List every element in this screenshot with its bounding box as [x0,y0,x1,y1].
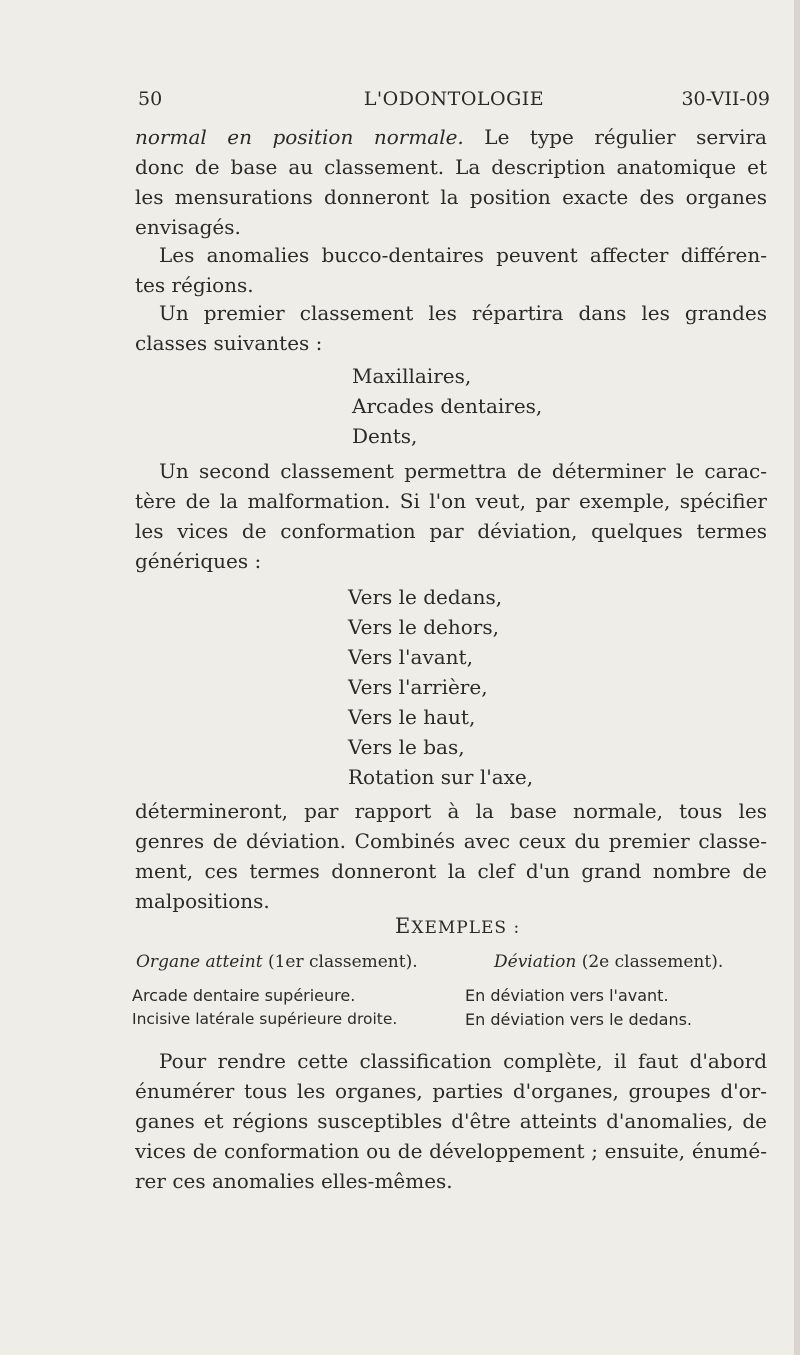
issue-date: 30-VII-09 [681,88,770,110]
list-item: Vers le dehors, [348,615,499,639]
paragraph-line: génériques : [135,549,262,573]
column-header-deviation [494,952,723,972]
list-item: Maxillaires, [352,364,472,388]
list-classes [352,361,542,451]
paragraph-line: ganes et régions susceptibles d'être atteints d'anomalies, de [135,1109,767,1133]
list-item: Vers le bas, [348,735,465,759]
paragraph-line: détermineront, par rapport à la base normale, tous les [135,799,767,823]
paragraph-4 [135,456,767,576]
header-suffix: (2e classement). [576,952,724,972]
paragraph-line: énumérer tous les organes, parties d'organes, groupes d'or- [135,1079,767,1103]
paragraph-2 [135,240,767,300]
list-item: Vers le dedans, [348,585,503,609]
paragraph-line: tes régions. [135,273,254,297]
paragraph-line: malpositions. [135,889,270,913]
table-cell: En déviation vers l'avant. [465,986,669,1005]
examples-heading [395,914,520,938]
table-cell: Incisive latérale supérieure droite. [132,1010,398,1028]
paragraph-line: ment, ces termes donneront la clef d'un grand nombre de [135,859,767,883]
paragraph-line: tère de la malformation. Si l'on veut, par exemple, spécifier [135,489,767,513]
paragraph-line [135,122,767,152]
page-number: 50 [138,88,163,110]
header-text: Organe atteint [136,952,263,972]
column-header-organ [136,952,418,972]
paragraph-6 [135,1046,767,1196]
list-deviations [348,582,533,792]
heading-initial: E [395,914,412,938]
paragraph-line: donc de base au classement. La description anatomique et [135,155,767,179]
paragraph-line: Un second classement permettra de déterminer le carac- [159,459,767,483]
paragraph-line: les mensurations donneront la position exacte des organes [135,185,767,209]
page-edge-shadow [794,0,800,1355]
text: Le type régulier servira [463,125,767,149]
paragraph-line: Les anomalies bucco-dentaires peuvent affecter différen- [159,243,767,267]
table-cell: Arcade dentaire supérieure. [132,986,356,1005]
list-item: Arcades dentaires, [352,394,543,418]
list-item: Rotation sur l'axe, [348,765,534,789]
list-item: Vers l'arrière, [348,675,488,699]
header-text: Déviation [494,952,577,972]
list-item: Vers l'avant, [348,645,473,669]
paragraph-line: genres de déviation. Combinés avec ceux du premier classe- [135,829,767,853]
paragraph-line: envisagés. [135,215,241,239]
paragraph-5 [135,796,767,916]
running-header [138,88,770,118]
heading-rest: XEMPLES : [411,918,521,938]
italic-text: normal en position normale. [135,125,464,149]
paragraph-line: vices de conformation ou de développement ; ensuite, énumé- [135,1139,767,1163]
journal-title: L'ODONTOLOGIE [363,88,545,110]
paragraph-line: classes suivantes : [135,331,323,355]
list-item: Vers le haut, [348,705,476,729]
list-item: Dents, [352,424,418,448]
paragraph-line: rer ces anomalies elles-mêmes. [135,1169,453,1193]
paragraph-3 [135,298,767,358]
paragraph-line: Un premier classement les répartira dans les grandes [159,301,767,325]
table-cell: En déviation vers le dedans. [465,1010,692,1029]
paragraph-line: Pour rendre cette classification complète, il faut d'abord [159,1049,767,1073]
header-suffix: (1er classement). [262,952,418,972]
paragraph-1 [135,122,767,242]
paragraph-line: les vices de conformation par déviation, quelques termes [135,519,767,543]
